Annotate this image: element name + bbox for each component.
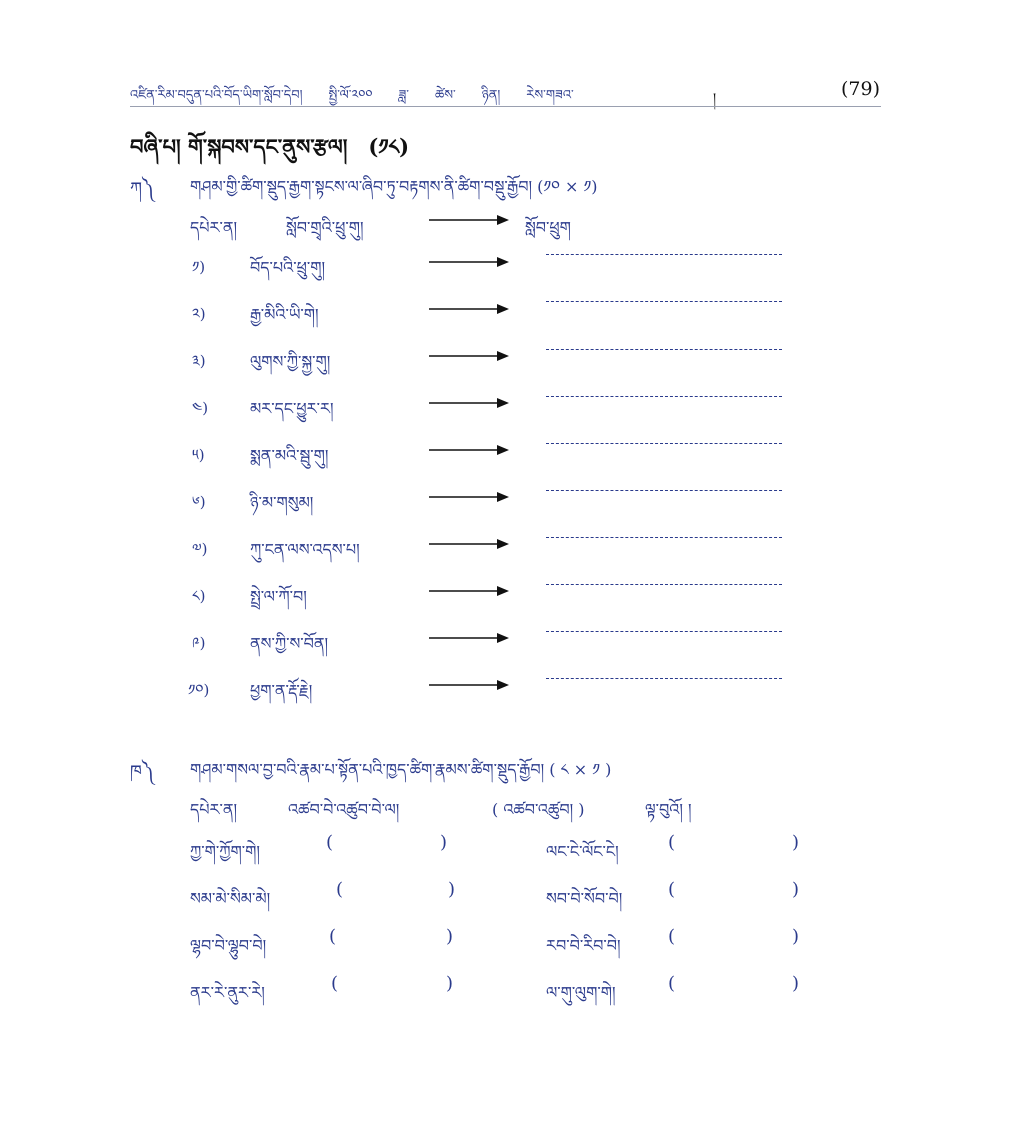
answer-blank[interactable]	[546, 396, 782, 397]
paren-open: (	[668, 926, 676, 947]
paren-open: (	[668, 973, 676, 994]
item-number: ༧)	[192, 540, 208, 558]
example-arrow-icon	[429, 213, 509, 227]
section-a-example-answer: སློབ་ཕྲུག	[525, 218, 571, 237]
paren-close: )	[448, 879, 456, 900]
paren-close: )	[446, 973, 454, 994]
paren-open: (	[329, 926, 337, 947]
paren-open: (	[668, 832, 676, 853]
answer-blank[interactable]	[546, 584, 782, 585]
answer-blank[interactable]	[682, 926, 788, 948]
section-b-example-label: དཔེར་ན།	[190, 800, 238, 819]
arrow-icon	[429, 349, 509, 363]
right-item-term: སབ་བེ་སོབ་བེ།	[546, 889, 623, 908]
right-item-term: ལ་གུ་ལུག་གེ།	[546, 983, 616, 1002]
section-a-example-term: སློབ་གྲྭའི་ཕྲུ་གུ།	[286, 218, 364, 237]
paren-close: )	[446, 926, 454, 947]
arrow-icon	[429, 490, 509, 504]
paren-close: )	[440, 832, 448, 853]
answer-blank[interactable]	[682, 832, 788, 854]
paren-close: )	[792, 832, 800, 853]
section-a-label: ཀ༽	[130, 179, 155, 199]
answer-blank[interactable]	[350, 879, 444, 901]
header-rule	[130, 106, 881, 107]
section-a-example-label: དཔེར་ན།	[190, 218, 238, 237]
paren-close: )	[792, 926, 800, 947]
item-term: སྨན་མའི་སྦུ་གུ།	[250, 446, 329, 465]
item-number: ༢)	[192, 305, 206, 323]
arrow-icon	[429, 537, 509, 551]
arrow-icon	[429, 443, 509, 457]
answer-blank[interactable]	[546, 537, 782, 538]
answer-blank[interactable]	[546, 678, 782, 679]
answer-blank[interactable]	[546, 490, 782, 491]
paren-close: )	[792, 879, 800, 900]
answer-blank[interactable]	[546, 254, 782, 255]
item-number: ༩)	[192, 634, 206, 652]
section-b-example-term: འཚབ་བེ་འཚུབ་བེ་ལ།	[288, 800, 400, 819]
section-b-label: ཁ༽	[130, 762, 155, 782]
answer-blank[interactable]	[340, 832, 436, 854]
page-number: (79)	[841, 78, 881, 100]
item-number: ༥)	[192, 446, 205, 464]
item-term: བོད་པའི་ཕྲུ་གུ།	[250, 258, 326, 277]
paren-open: (	[668, 879, 676, 900]
item-term: ལུགས་ཀྱི་སྐྱ་གུ།	[250, 352, 331, 371]
section-b-instruction: གཤམ་གསལ་བྱ་བའི་རྣམ་པ་སྟོན་པའི་ཁྱད་ཚིག་རྣམས་ཚིག་སྡུད་རྒྱོབ། ( ༨ × ༡ )	[190, 760, 612, 779]
right-item-term: ལང་ངེ་ལོང་ངེ།	[546, 842, 619, 861]
section-b-example-suffix: ལྟ་བུའོ། །	[645, 800, 692, 819]
running-header: འཛིན་རིམ་བདུན་པའི་བོད་ཡིག་སློབ་དེབ། སྤྱི་ལོ་༢༠༠ ཟླ་ ཚེས་ ཉིན། རེས་གཟའ་	[130, 88, 574, 103]
paren-open: (	[336, 879, 344, 900]
right-item-term: རབ་བེ་རིབ་བེ།	[546, 936, 621, 955]
item-number: ༨)	[192, 587, 206, 605]
answer-blank[interactable]	[343, 926, 443, 948]
answer-blank[interactable]	[546, 443, 782, 444]
arrow-icon	[429, 678, 509, 692]
left-item-term: ལྷབ་བེ་ལྷུབ་བེ།	[190, 936, 267, 955]
item-term: ནས་ཀྱི་ས་བོན།	[250, 634, 329, 653]
arrow-icon	[429, 631, 509, 645]
item-number: ༡)	[192, 258, 206, 276]
section-b-example-answer: ( འཚབ་འཚུབ། )	[492, 800, 585, 819]
answer-blank[interactable]	[546, 349, 782, 350]
item-term: ཉི་མ་གསུམ།	[250, 493, 314, 512]
answer-blank[interactable]	[546, 301, 782, 302]
section-a-instruction: གཤམ་གྱི་ཚིག་སྡུད་རྒྱག་སྟངས་ལ་ཞིབ་ཏུ་བརྟགས་ནི་ཚིག་བསྡུ་རྒྱོབ། (༡༠ × ༡)	[190, 177, 598, 196]
item-number: ༡༠)	[188, 681, 210, 699]
arrow-icon	[429, 396, 509, 410]
answer-blank[interactable]	[546, 631, 782, 632]
lesson-title: བཞི་པ། གོ་སྐབས་དང་ནུས་རྩལ། (༡༨)	[130, 134, 410, 159]
header-shad-mark: །	[713, 91, 717, 107]
answer-blank[interactable]	[682, 879, 788, 901]
arrow-icon	[429, 255, 509, 269]
answer-blank[interactable]	[682, 973, 788, 995]
paren-open: (	[331, 973, 339, 994]
arrow-icon	[429, 584, 509, 598]
left-item-term: ཀྱ་གེ་ཀྱོག་གེ།	[190, 842, 260, 861]
paren-close: )	[792, 973, 800, 994]
item-number: ༤)	[192, 399, 209, 417]
answer-blank[interactable]	[345, 973, 443, 995]
item-term: ཕྱག་ན་རྡོ་རྗེ།	[250, 681, 313, 700]
paren-open: (	[326, 832, 334, 853]
item-term: མར་དང་ཕྱུར་ར།	[250, 399, 334, 418]
arrow-icon	[429, 302, 509, 316]
left-item-term: ནར་རེ་ནུར་རེ།	[190, 983, 265, 1002]
item-term: རྒྱ་མིའི་ཡི་གེ།	[250, 305, 319, 324]
item-number: ༣)	[192, 352, 206, 370]
item-term: སྤྲེ་ལ་ཀོ་བ།	[250, 587, 307, 606]
item-term: ཀུ་ངན་ལས་འདས་པ།	[250, 540, 360, 559]
left-item-term: སམ་མེ་སིམ་མེ།	[190, 889, 271, 908]
item-number: ༦)	[192, 493, 206, 511]
